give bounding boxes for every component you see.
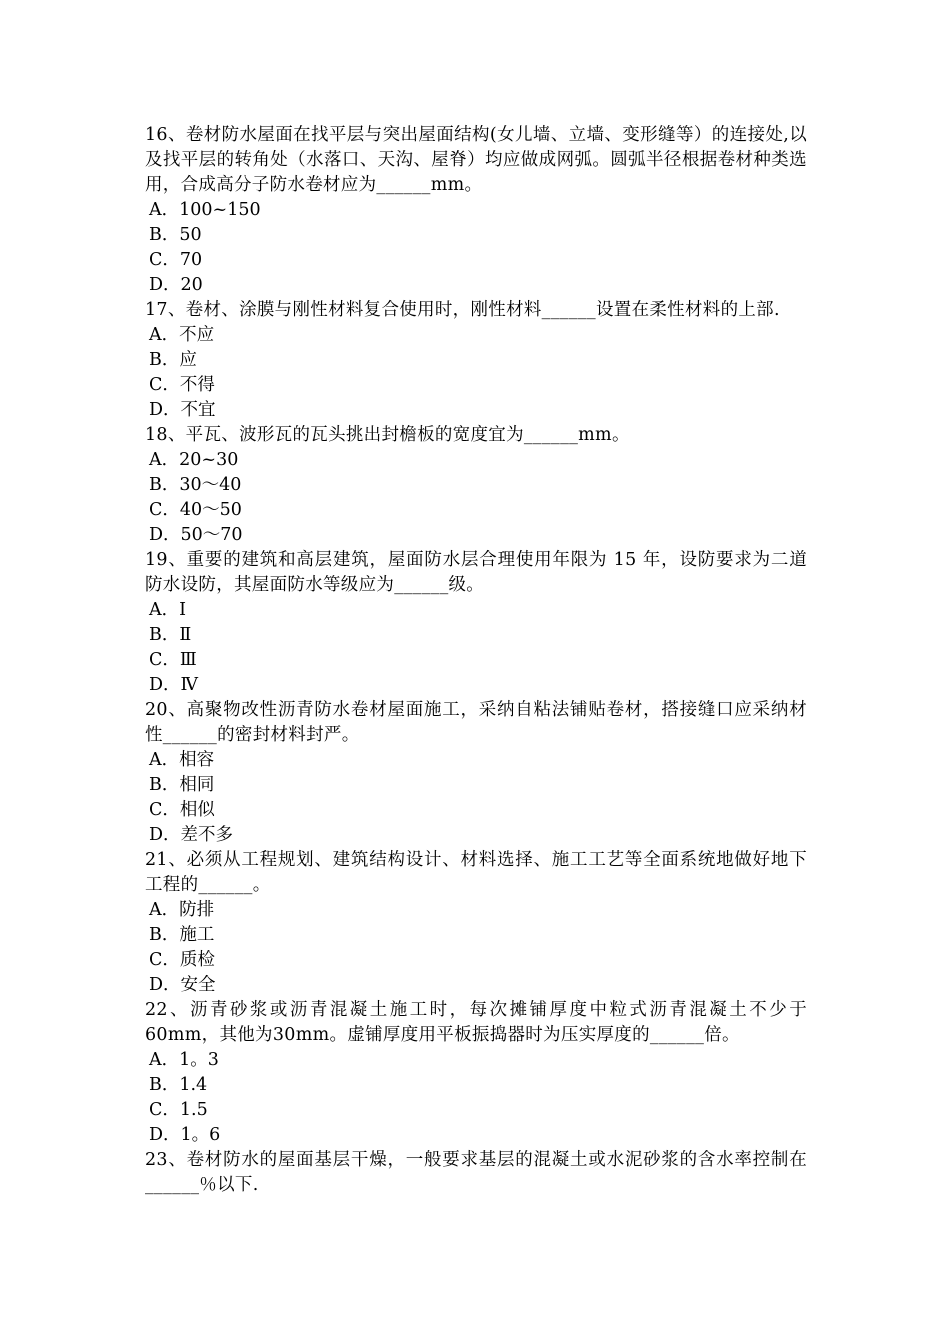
option-b: B．应 [149, 350, 197, 370]
option-c: C．70 [149, 250, 203, 270]
option-d: D．安全 [149, 975, 216, 995]
question-21 [145, 848, 807, 998]
option-c: C．40～50 [149, 500, 242, 520]
option-d: D．20 [149, 275, 203, 295]
option-b: B．施工 [149, 925, 215, 945]
question-stem: 20、高聚物改性沥青防水卷材屋面施工，采纳自粘法铺贴卷材，搭接缝口应采纳材性______的密封材料封严。 [145, 700, 807, 745]
option-c: C．相似 [149, 800, 215, 820]
option-c: C．质检 [149, 950, 215, 970]
question-16 [145, 123, 807, 298]
option-b: B．相同 [149, 775, 215, 795]
option-b: B．30～40 [149, 475, 242, 495]
option-b: B．Ⅱ [149, 625, 192, 645]
question-stem: 17、卷材、涂膜与刚性材料复合使用时，刚性材料______设置在柔性材料的上部. [145, 300, 780, 320]
question-stem: 19、重要的建筑和高层建筑，屋面防水层合理使用年限为 15 年，设防要求为二道防水设防，其屋面防水等级应为______级。 [145, 550, 807, 595]
question-stem: 18、平瓦、波形瓦的瓦头挑出封檐板的宽度宜为______mm。 [145, 425, 630, 445]
option-c: C．1.5 [149, 1100, 208, 1120]
option-a: A．100~150 [149, 200, 261, 220]
question-22 [145, 998, 807, 1148]
option-d: D．差不多 [149, 825, 234, 845]
option-b: B．50 [149, 225, 202, 245]
option-c: C．Ⅲ [149, 650, 197, 670]
option-a: A．不应 [149, 325, 215, 345]
option-c: C．不得 [149, 375, 215, 395]
question-stem: 16、卷材防水屋面在找平层与突出屋面结构(女儿墙、立墙、变形缝等）的连接处,以及找平层的转角处（水落口、天沟、屋脊）均应做成网弧。圆弧半径根据卷材种类选用，合成高分子防水卷材应为______mm。 [145, 125, 807, 195]
option-d: D．1。6 [149, 1125, 221, 1145]
question-19 [145, 548, 807, 698]
option-a: A．20~30 [149, 450, 239, 470]
option-d: D．Ⅳ [149, 675, 199, 695]
question-18 [145, 423, 807, 548]
question-23 [145, 1148, 807, 1198]
option-a: A．1。3 [149, 1050, 219, 1070]
question-stem: 23、卷材防水的屋面基层干燥，一般要求基层的混凝土或水泥砂浆的含水率控制在______％以下. [145, 1150, 807, 1195]
question-20 [145, 698, 807, 848]
document-page [145, 123, 807, 1198]
option-d: D．50～70 [149, 525, 243, 545]
option-d: D．不宜 [149, 400, 216, 420]
question-17 [145, 298, 807, 423]
question-stem: 22、沥青砂浆或沥青混凝土施工时，每次摊铺厚度中粒式沥青混凝土不少于60mm，其他为30mm。虚铺厚度用平板振捣器时为压实厚度的______倍。 [145, 1000, 807, 1045]
option-a: A．Ⅰ [149, 600, 187, 620]
option-b: B．1.4 [149, 1075, 208, 1095]
option-a: A．相容 [149, 750, 215, 770]
question-stem: 21、必须从工程规划、建筑结构设计、材料选择、施工工艺等全面系统地做好地下工程的______。 [145, 850, 807, 895]
option-a: A．防排 [149, 900, 215, 920]
